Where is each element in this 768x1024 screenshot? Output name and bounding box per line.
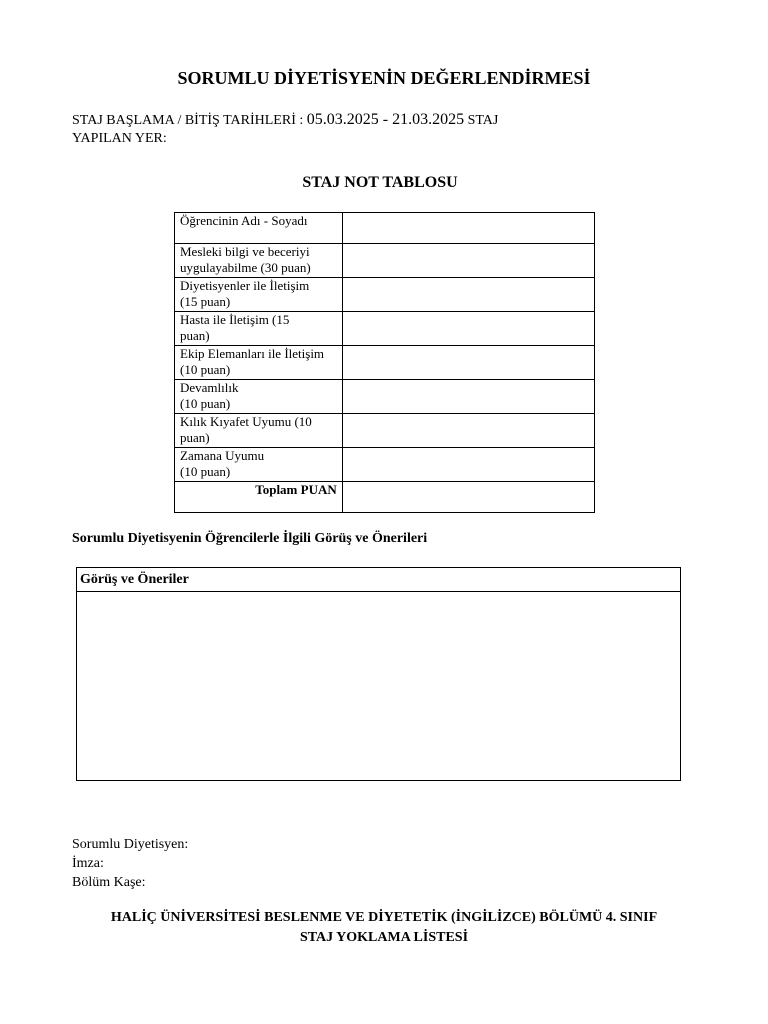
opinions-box[interactable] <box>76 567 681 781</box>
table-row-total <box>175 482 595 513</box>
student-name-value-cell[interactable] <box>342 213 594 244</box>
dates-value: 05.03.2025 - 21.03.2025 <box>306 111 465 128</box>
table-row <box>175 346 595 380</box>
criterion-label: Ekip Elemanları ile İletişim (10 puan) <box>175 346 343 380</box>
student-name-label: Öğrencinin Adı - Soyadı <box>175 213 343 244</box>
criterion-label: Devamlılık (10 puan) <box>175 380 343 414</box>
signature-label: İmza: <box>72 856 104 871</box>
criterion-label: Zamana Uyumu (10 puan) <box>175 448 343 482</box>
opinions-box-header: Görüş ve Öneriler <box>77 568 680 592</box>
criterion-score-cell[interactable] <box>342 448 594 482</box>
criterion-score-cell[interactable] <box>342 380 594 414</box>
signature-block <box>72 835 188 892</box>
attendance-list-title <box>0 908 768 948</box>
place-label-part2: YAPILAN YER: <box>72 131 167 146</box>
total-score-label-cell <box>175 482 343 513</box>
table-row <box>175 312 595 346</box>
dates-label: STAJ BAŞLAMA / BİTİŞ TARİHLERİ : <box>72 113 307 128</box>
table-row-student <box>175 213 595 244</box>
attendance-title-line2: STAJ YOKLAMA LİSTESİ <box>299 930 469 945</box>
grade-table-title: STAJ NOT TABLOSU <box>302 174 458 191</box>
opinions-heading: Sorumlu Diyetisyenin Öğrencilerle İlgili Görüş ve Önerileri <box>72 531 428 546</box>
table-row <box>175 244 595 278</box>
criterion-score-cell[interactable] <box>342 278 594 312</box>
internship-dates-line <box>72 111 572 148</box>
place-label-part1: STAJ <box>464 113 499 128</box>
total-score-value-cell[interactable] <box>342 482 594 513</box>
table-row <box>175 414 595 448</box>
table-row <box>175 380 595 414</box>
criterion-label: Hasta ile İletişim (15 puan) <box>175 312 343 346</box>
criterion-score-cell[interactable] <box>342 312 594 346</box>
table-row <box>175 448 595 482</box>
attendance-title-line1: HALİÇ ÜNİVERSİTESİ BESLENME VE DİYETETİK (İNGİLİZCE) BÖLÜMÜ 4. SINIF <box>110 910 658 925</box>
total-score-label: Toplam PUAN <box>255 482 337 497</box>
criterion-score-cell[interactable] <box>342 244 594 278</box>
grade-table <box>174 212 595 513</box>
criterion-score-cell[interactable] <box>342 414 594 448</box>
criterion-label: Kılık Kıyafet Uyumu (10 puan) <box>175 414 343 448</box>
page-title: SORUMLU DİYETİSYENİN DEĞERLENDİRMESİ <box>177 68 591 88</box>
criterion-score-cell[interactable] <box>342 346 594 380</box>
table-row <box>175 278 595 312</box>
department-stamp-label: Bölüm Kaşe: <box>72 875 146 890</box>
criterion-label: Mesleki bilgi ve beceriyi uygulayabilme (30 puan) <box>175 244 343 278</box>
criterion-label: Diyetisyenler ile İletişim (15 puan) <box>175 278 343 312</box>
responsible-dietitian-label: Sorumlu Diyetisyen: <box>72 837 189 852</box>
